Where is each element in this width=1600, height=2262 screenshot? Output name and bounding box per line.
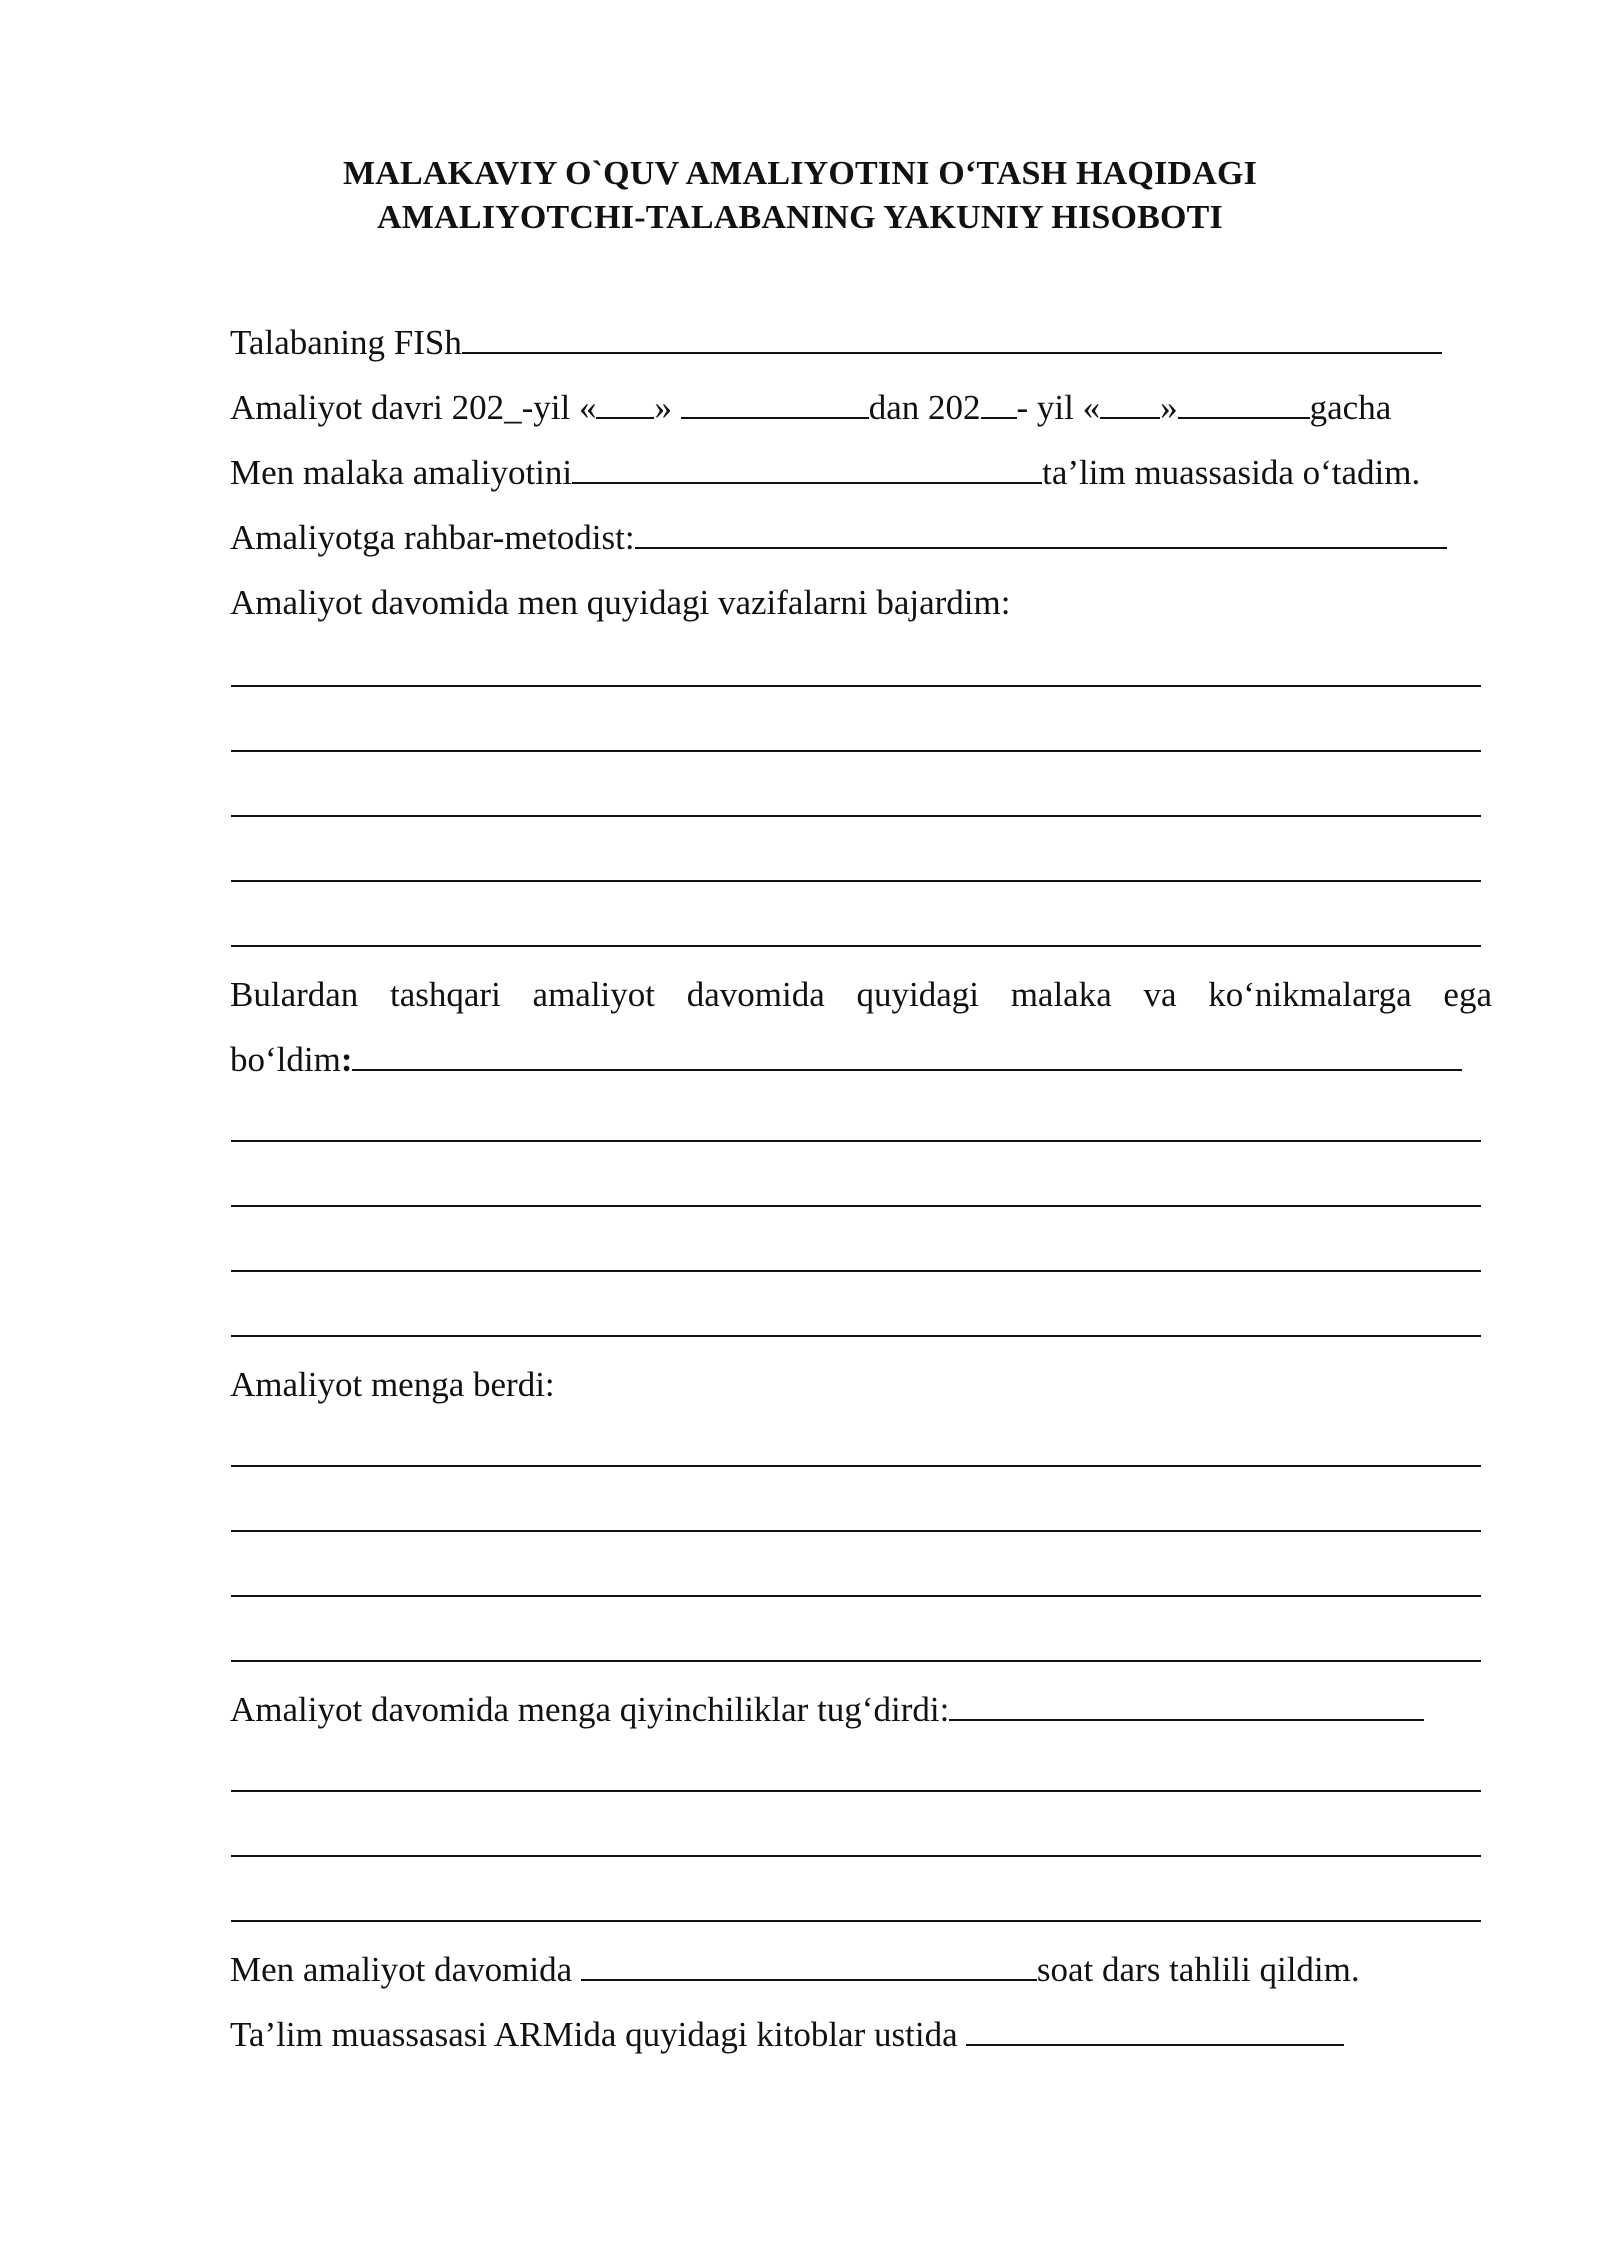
skills-line-2[interactable] xyxy=(231,1205,1481,1207)
supervisor-row xyxy=(230,517,1447,559)
tasks-line-2[interactable] xyxy=(231,750,1481,752)
hours-field[interactable] xyxy=(581,1949,1037,1981)
hours-prefix: Men amaliyot davomida xyxy=(230,1950,581,1989)
skills-field[interactable] xyxy=(352,1039,1462,1071)
document-title-line-1: MALAKAVIY O`QUV AMALIYOTINI O‘TASH HAQIDAGI xyxy=(342,155,1258,192)
gave-line-4[interactable] xyxy=(231,1660,1481,1662)
tasks-line-5[interactable] xyxy=(231,945,1481,947)
hours-suffix: soat dars tahlili qildim. xyxy=(1036,1950,1360,1989)
library-row xyxy=(230,2014,1344,2056)
difficulties-line-3[interactable] xyxy=(231,1920,1481,1922)
skills-line-4[interactable] xyxy=(231,1335,1481,1337)
institution-prefix: Men malaka amaliyotini xyxy=(230,453,573,492)
library-field[interactable] xyxy=(966,2014,1344,2046)
period-start-day-field[interactable] xyxy=(596,387,654,419)
period-end-year-field[interactable] xyxy=(981,387,1017,419)
period-text-5: » xyxy=(1160,388,1178,427)
tasks-heading: Amaliyot davomida men quyidagi vazifalarni bajardim: xyxy=(230,583,1011,622)
supervisor-label: Amaliyotga rahbar-metodist: xyxy=(230,518,635,557)
institution-field[interactable] xyxy=(572,452,1042,484)
skills-heading-colon: : xyxy=(340,1040,353,1079)
skills-heading-line-2 xyxy=(230,1039,1462,1081)
period-text-2: » xyxy=(654,388,681,427)
student-name-field[interactable] xyxy=(462,322,1442,354)
period-text-4: - yil « xyxy=(1016,388,1101,427)
skills-line-3[interactable] xyxy=(231,1270,1481,1272)
skills-heading-line-1: Bulardan tashqari amaliyot davomida quyidagi malaka va ko‘nikmalarga ega xyxy=(230,975,1492,1014)
skills-line-1[interactable] xyxy=(231,1140,1481,1142)
hours-row xyxy=(230,1949,1360,1991)
gave-heading: Amaliyot menga berdi: xyxy=(230,1365,555,1404)
period-text-1: Amaliyot davri 202_-yil « xyxy=(230,388,597,427)
gave-line-2[interactable] xyxy=(231,1530,1481,1532)
period-start-month-field[interactable] xyxy=(681,387,869,419)
period-end-day-field[interactable] xyxy=(1100,387,1160,419)
gave-line-3[interactable] xyxy=(231,1595,1481,1597)
student-name-label: Talabaning FISh xyxy=(230,323,462,362)
difficulties-label: Amaliyot davomida menga qiyinchiliklar tug‘dirdi: xyxy=(230,1690,950,1729)
institution-suffix: ta’lim muassasida o‘tadim. xyxy=(1042,453,1421,492)
period-end-month-field[interactable] xyxy=(1178,387,1310,419)
skills-heading-text: bo‘ldim xyxy=(230,1040,341,1079)
difficulties-field[interactable] xyxy=(949,1689,1424,1721)
period-text-3: dan 202 xyxy=(868,388,981,427)
period-text-6: gacha xyxy=(1309,388,1392,427)
gave-line-1[interactable] xyxy=(231,1465,1481,1467)
library-label: Ta’lim muassasasi ARMida quyidagi kitoblar ustida xyxy=(230,2015,967,2054)
institution-row xyxy=(230,452,1420,494)
document-title-line-2: AMALIYOTCHI-TALABANING YAKUNIY HISOBOTI xyxy=(377,199,1223,236)
tasks-line-1[interactable] xyxy=(231,685,1481,687)
tasks-line-4[interactable] xyxy=(231,880,1481,882)
difficulties-line-1[interactable] xyxy=(231,1790,1481,1792)
difficulties-row xyxy=(230,1689,1424,1731)
tasks-line-3[interactable] xyxy=(231,815,1481,817)
difficulties-line-2[interactable] xyxy=(231,1855,1481,1857)
student-name-row xyxy=(230,322,1442,364)
practice-period-row xyxy=(230,387,1391,429)
supervisor-field[interactable] xyxy=(635,517,1447,549)
